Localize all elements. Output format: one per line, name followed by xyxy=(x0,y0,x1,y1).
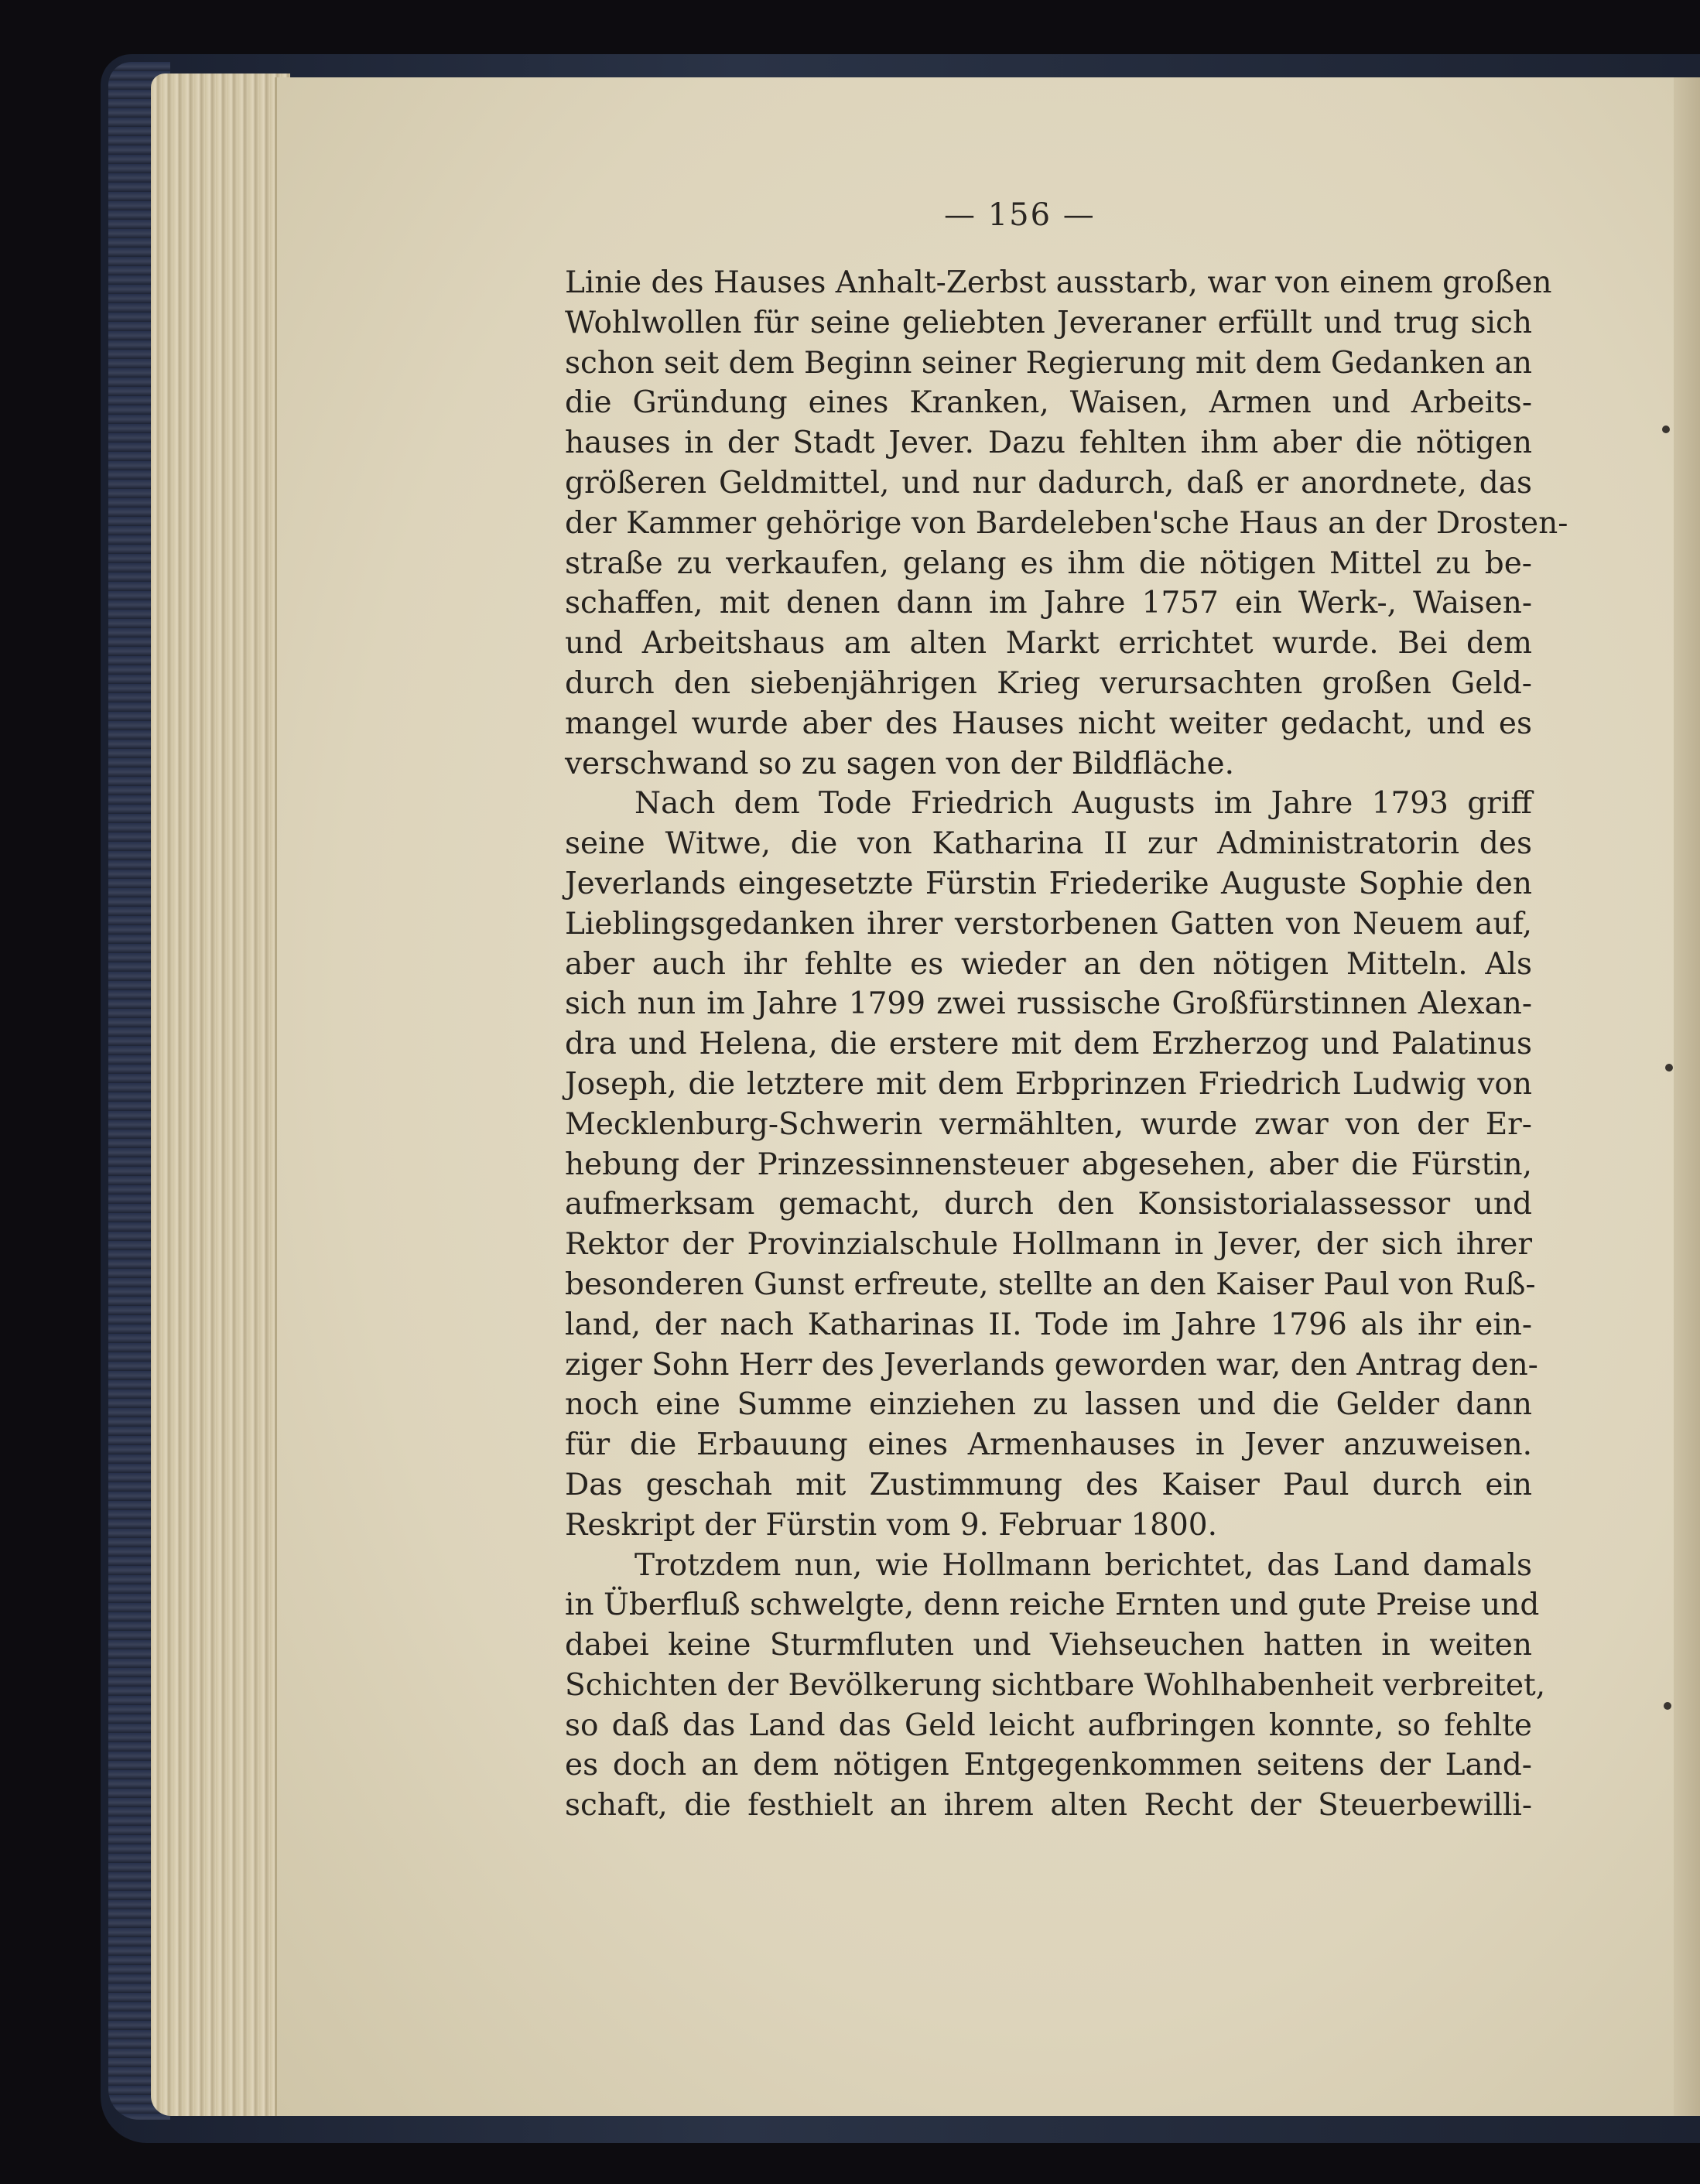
text-line: hauses in der Stadt Jever. Dazu fehlten ihm aber die nötigen xyxy=(565,426,1532,461)
text-line: Trotzdem nun, wie Hollmann berichtet, das Land damals xyxy=(635,1547,1532,1583)
text-line: es doch an dem nötigen Entgegenkommen seitens der Land- xyxy=(565,1748,1532,1783)
page-speck xyxy=(1664,1702,1671,1710)
text-line: schaffen, mit denen dann im Jahre 1757 ein Werk-, Waisen- xyxy=(565,586,1532,621)
text-line: Nach dem Tode Friedrich Augusts im Jahre 1793 griff xyxy=(635,786,1532,822)
text-line: Mecklenburg-Schwerin vermählten, wurde zwar von der Er- xyxy=(565,1106,1532,1142)
page-number: — 156 — xyxy=(944,197,1096,233)
text-line: ziger Sohn Herr des Jeverlands geworden war, den Antrag den- xyxy=(565,1347,1538,1383)
text-line: Wohlwollen für seine geliebten Jeveraner erfüllt und trug sich xyxy=(565,305,1532,340)
text-line: in Überfluß schwelgte, denn reiche Ernten und gute Preise und xyxy=(565,1588,1540,1623)
page-speck xyxy=(1662,426,1670,433)
page-edges xyxy=(151,73,290,2116)
text-line: Jeverlands eingesetzte Fürstin Friederike Auguste Sophie den xyxy=(565,866,1532,901)
text-line: seine Witwe, die von Katharina II zur Administratorin des xyxy=(565,826,1532,862)
text-line: mangel wurde aber des Hauses nicht weiter gedacht, und es xyxy=(565,706,1532,741)
text-line: aber auch ihr fehlte es wieder an den nötigen Mitteln. Als xyxy=(565,946,1532,982)
text-line: der Kammer gehörige von Bardeleben'sche Haus an der Drosten- xyxy=(565,505,1568,541)
text-line: so daß das Land das Geld leicht aufbringen konnte, so fehlte xyxy=(565,1707,1532,1743)
text-line: Joseph, die letztere mit dem Erbprinzen Friedrich Ludwig von xyxy=(565,1066,1532,1102)
text-line: größeren Geldmittel, und nur dadurch, daß er anordnete, das xyxy=(565,465,1532,501)
text-line: die Gründung eines Kranken, Waisen, Armen und Arbeits- xyxy=(565,385,1532,421)
body-text xyxy=(565,263,1568,1826)
text-line: hebung der Prinzessinnensteuer abgesehen, aber die Fürstin, xyxy=(565,1147,1532,1182)
text-line: und Arbeitshaus am alten Markt errichtet wurde. Bei dem xyxy=(565,626,1532,661)
text-line: Lieblingsgedanken ihrer verstorbenen Gatten von Neuem auf, xyxy=(565,906,1532,942)
text-line: dra und Helena, die erstere mit dem Erzherzog und Palatinus xyxy=(565,1027,1532,1062)
text-line: Linie des Hauses Anhalt-Zerbst ausstarb, war von einem großen xyxy=(565,265,1552,300)
text-line: Schichten der Bevölkerung sichtbare Wohlhabenheit verbreitet, xyxy=(565,1667,1546,1703)
text-line: Rektor der Provinzialschule Hollmann in Jever, der sich ihrer xyxy=(565,1227,1532,1263)
text-line: Reskript der Fürstin vom 9. Februar 1800. xyxy=(565,1507,1217,1543)
text-line: für die Erbauung eines Armenhauses in Jever anzuweisen. xyxy=(565,1427,1532,1463)
text-line: sich nun im Jahre 1799 zwei russische Großfürstinnen Alexan- xyxy=(565,986,1532,1022)
text-line: Das geschah mit Zustimmung des Kaiser Paul durch ein xyxy=(565,1467,1532,1502)
text-line: besonderen Gunst erfreute, stellte an den Kaiser Paul von Ruß- xyxy=(565,1266,1536,1302)
text-line: aufmerksam gemacht, durch den Konsistorialassessor und xyxy=(565,1187,1532,1222)
text-line: schaft, die festhielt an ihrem alten Recht der Steuerbewilli- xyxy=(565,1788,1532,1823)
text-line: verschwand so zu sagen von der Bildfläche. xyxy=(565,746,1235,781)
text-line: land, der nach Katharinas II. Tode im Jahre 1796 als ihr ein- xyxy=(565,1307,1532,1342)
text-line: straße zu verkaufen, gelang es ihm die nötigen Mittel zu be- xyxy=(565,545,1532,581)
text-line: durch den siebenjährigen Krieg verursachten großen Geld- xyxy=(565,665,1532,701)
text-line: noch eine Summe einziehen zu lassen und die Gelder dann xyxy=(565,1387,1532,1423)
page-speck xyxy=(1665,1064,1673,1071)
text-line: schon seit dem Beginn seiner Regierung mit dem Gedanken an xyxy=(565,345,1532,381)
text-line: dabei keine Sturmfluten und Viehseuchen hatten in weiten xyxy=(565,1628,1532,1663)
